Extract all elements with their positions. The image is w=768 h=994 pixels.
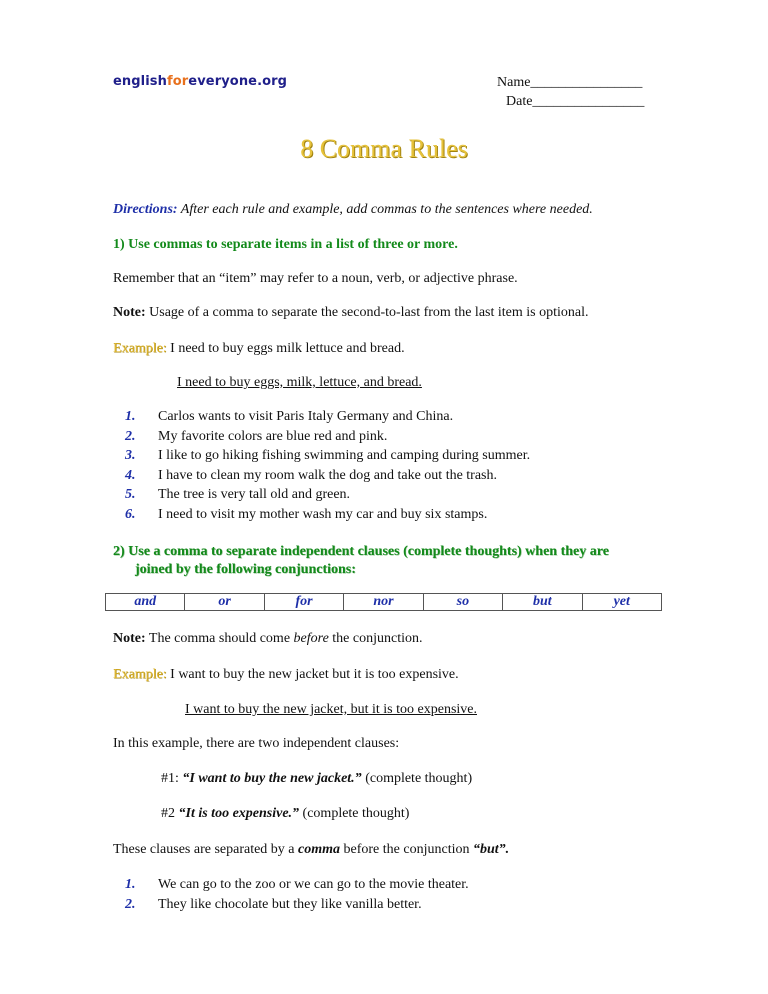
clause-2-quote: “It is too expensive.” (178, 806, 300, 821)
separated-pre: These clauses are separated by a (113, 842, 299, 857)
clause-2-label: #2 (161, 806, 179, 821)
rule1-example-text: I need to buy eggs milk lettuce and bread. (166, 341, 405, 356)
logo-for: for (166, 74, 189, 89)
conjunction-cell: or (185, 594, 264, 611)
item-text: I like to go hiking fishing swimming and camping during summer. (158, 448, 531, 463)
list-item (125, 428, 530, 448)
clause-1-quote: “I want to buy the new jacket.” (182, 771, 362, 786)
item-text: My favorite colors are blue red and pink. (158, 428, 388, 444)
item-text: They like chocolate but they like vanilla better. (158, 896, 422, 912)
item-number: 4. (125, 467, 136, 483)
conjunction-cell: yet (582, 594, 661, 611)
conjunction-cell: and (106, 594, 185, 611)
rule1-note (113, 304, 588, 321)
rule2-note-post: the conjunction. (328, 631, 423, 646)
item-text: Carlos wants to visit Paris Italy Germany and China. (158, 409, 454, 424)
table-row (106, 594, 662, 611)
directions-label: Directions: (113, 202, 178, 217)
item-text: We can go to the zoo or we can go to the movie theater. (158, 877, 469, 892)
rule2-heading-line2: joined by the following conjunctions: (135, 562, 356, 577)
separated-quote: “but”. (472, 842, 510, 857)
list-item (125, 408, 530, 428)
rule2-note (113, 630, 422, 647)
conjunction-cell: so (423, 594, 502, 611)
item-number: 6. (125, 506, 136, 522)
name-field: Name________________ (497, 75, 643, 90)
page-title: 8 Comma Rules (300, 134, 468, 163)
rule2-heading-line1: 2) Use a comma to separate independent clauses (complete thoughts) when they are (113, 544, 609, 559)
logo-everyone: everyone.org (188, 74, 288, 89)
clause-1-label: #1: (161, 771, 183, 786)
clause-2-note: (complete thought) (299, 806, 410, 821)
rule2-explain: In this example, there are two independent clauses: (113, 736, 400, 751)
conjunctions-table (105, 593, 662, 611)
rule1-remember: Remember that an “item” may refer to a noun, verb, or adjective phrase. (113, 271, 518, 286)
item-number: 5. (125, 487, 136, 502)
rule2-exercise-list (125, 876, 469, 915)
rule1-corrected-example: I need to buy eggs, milk, lettuce, and bread. (177, 375, 422, 390)
date-field: Date________________ (506, 94, 645, 109)
list-item (125, 447, 530, 467)
clause-1 (161, 770, 472, 787)
rule2-separated (113, 841, 509, 858)
rule1-note-label: Note: (113, 305, 146, 320)
rule2-example-text: I want to buy the new jacket but it is too expensive. (166, 667, 459, 682)
separated-mid: before the conjunction (340, 842, 473, 857)
clause-2 (161, 805, 409, 822)
clause-1-note: (complete thought) (361, 771, 473, 786)
rule1-note-text: Usage of a comma to separate the second-to-last from the last item is optional. (145, 305, 589, 320)
item-text: I need to visit my mother wash my car and buy six stamps. (158, 506, 488, 522)
rule1-example (113, 340, 405, 357)
rule2-example (113, 666, 459, 683)
rule2-example-label: Example: (113, 667, 167, 682)
directions (113, 201, 593, 218)
item-number: 2. (125, 896, 136, 912)
item-number: 1. (125, 409, 136, 424)
rule1-exercise-list (125, 408, 530, 525)
item-number: 2. (125, 428, 136, 444)
item-number: 1. (125, 877, 136, 892)
rule1-heading: 1) Use commas to separate items in a list of three or more. (113, 237, 458, 252)
rule2-note-em: before (293, 631, 329, 646)
conjunction-cell: but (503, 594, 582, 611)
conjunction-cell: for (264, 594, 343, 611)
list-item (125, 506, 530, 526)
item-text: I have to clean my room walk the dog and take out the trash. (158, 467, 498, 483)
list-item (125, 486, 530, 506)
logo-english: english (113, 74, 167, 89)
list-item (125, 876, 469, 896)
item-text: The tree is very tall old and green. (158, 487, 351, 502)
conjunction-cell: nor (344, 594, 423, 611)
directions-text: After each rule and example, add commas to the sentences where needed. (177, 202, 593, 217)
rule2-corrected-example: I want to buy the new jacket, but it is too expensive. (185, 702, 477, 717)
list-item (125, 896, 469, 916)
site-logo (113, 74, 287, 89)
separated-em: comma (298, 842, 341, 857)
rule2-note-label: Note: (113, 631, 146, 646)
list-item (125, 467, 530, 487)
item-number: 3. (125, 448, 136, 463)
rule2-note-pre: The comma should come (145, 631, 294, 646)
rule1-example-label: Example: (113, 341, 167, 356)
